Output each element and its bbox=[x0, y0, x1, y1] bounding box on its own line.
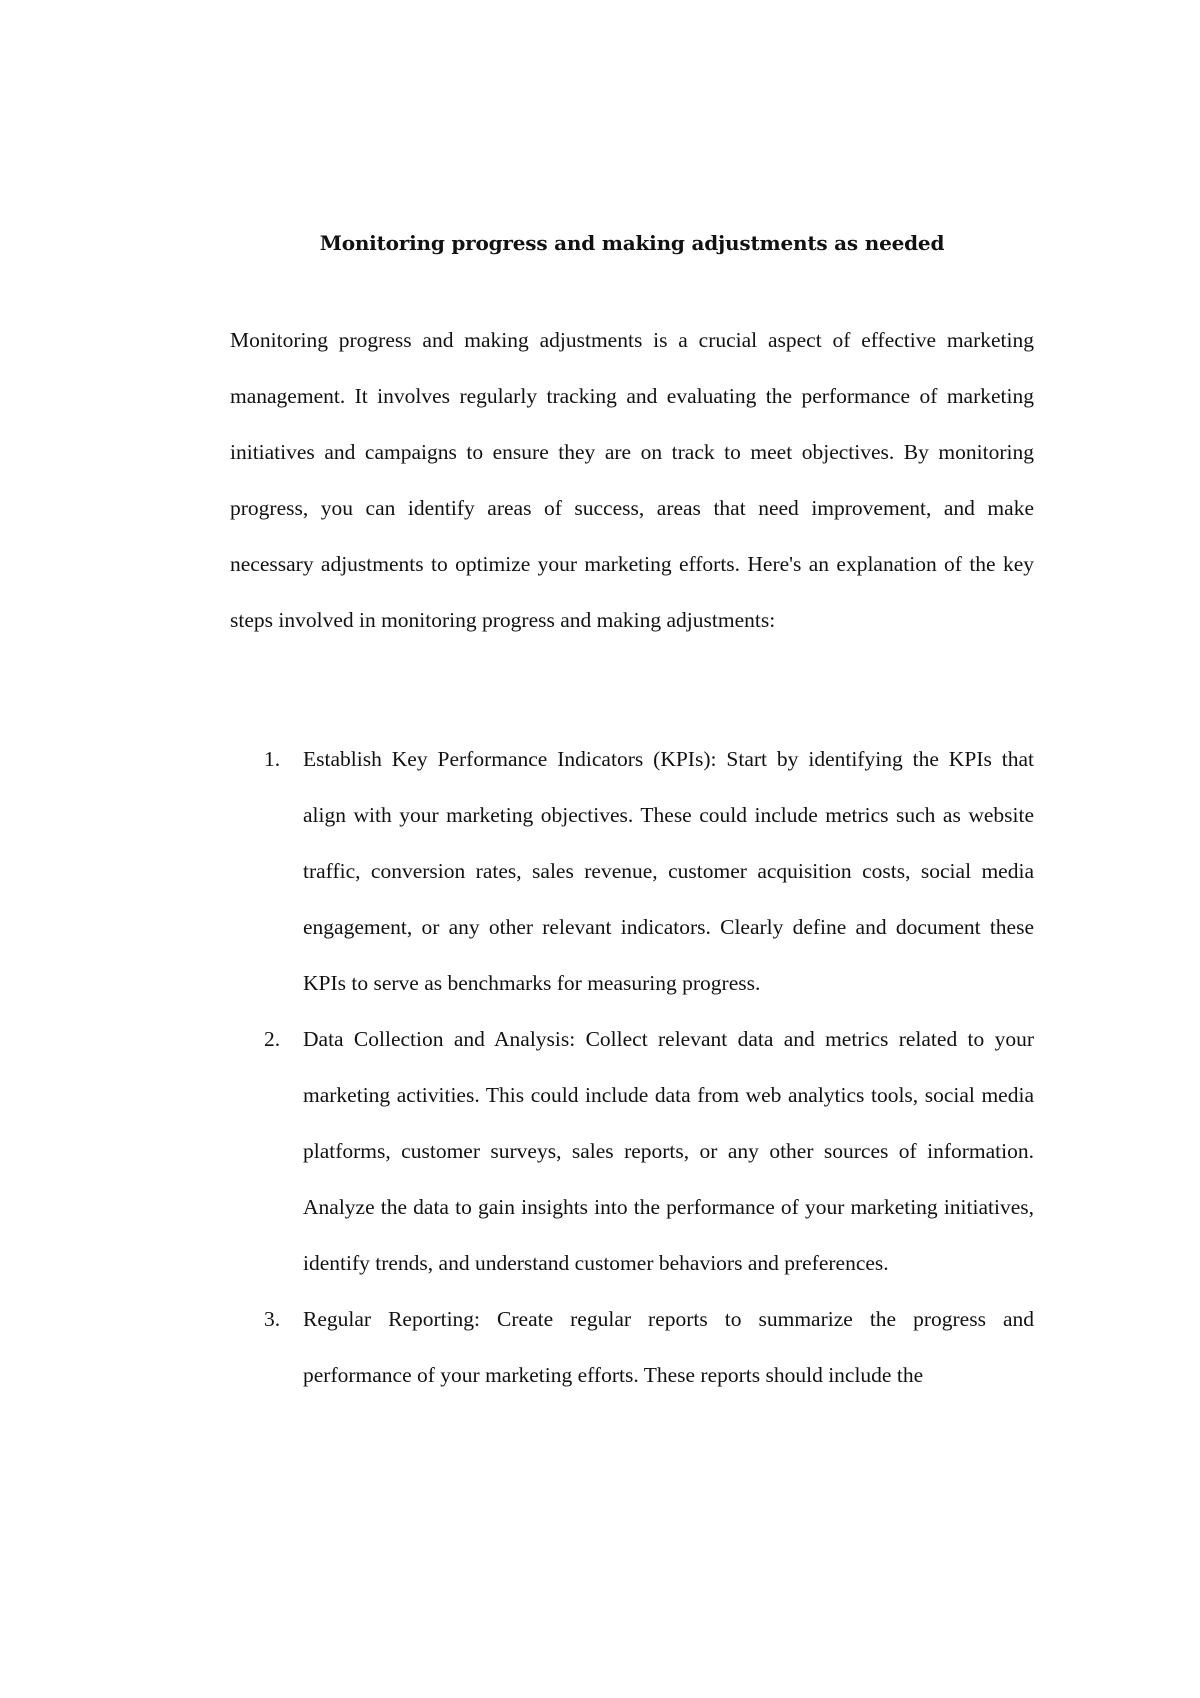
step-number: 2. bbox=[264, 1027, 281, 1051]
list-item-step-1 bbox=[230, 731, 1034, 1011]
intro-paragraph: Monitoring progress and making adjustments is a crucial aspect of effective marketing management. It involves regularly tracking and evaluating the performance of marketing initiatives and campaigns to ensure they are on track to meet objectives. By monitoring progress, you can identify areas of success, areas that need improvement, and make necessary adjustments to optimize your marketing efforts. Here's an explanation of the key steps involved in monitoring progress and making adjustments: bbox=[230, 328, 1034, 632]
steps-list bbox=[230, 731, 1034, 1403]
document-title: Monitoring progress and making adjustments as needed bbox=[319, 231, 945, 255]
step-text: Regular Reporting: Create regular reports to summarize the progress and performance of your marketing efforts. These reports should include the bbox=[303, 1307, 1034, 1387]
list-item-step-3 bbox=[230, 1291, 1034, 1403]
step-number: 1. bbox=[264, 747, 281, 771]
step-text: Establish Key Performance Indicators (KPIs): Start by identifying the KPIs that align with your marketing objectives. These could include metrics such as website traffic, conversion rates, sales revenue, customer acquisition costs, social media engagement, or any other relevant indicators. Clearly define and document these KPIs to serve as benchmarks for measuring progress. bbox=[303, 747, 1034, 995]
step-number: 3. bbox=[264, 1307, 281, 1331]
list-item-step-2 bbox=[230, 1011, 1034, 1291]
step-text: Data Collection and Analysis: Collect relevant data and metrics related to your marketing activities. This could include data from web analytics tools, social media platforms, customer surveys, sales reports, or any other sources of information. Analyze the data to gain insights into the performance of your marketing initiatives, identify trends, and understand customer behaviors and preferences. bbox=[303, 1027, 1034, 1275]
